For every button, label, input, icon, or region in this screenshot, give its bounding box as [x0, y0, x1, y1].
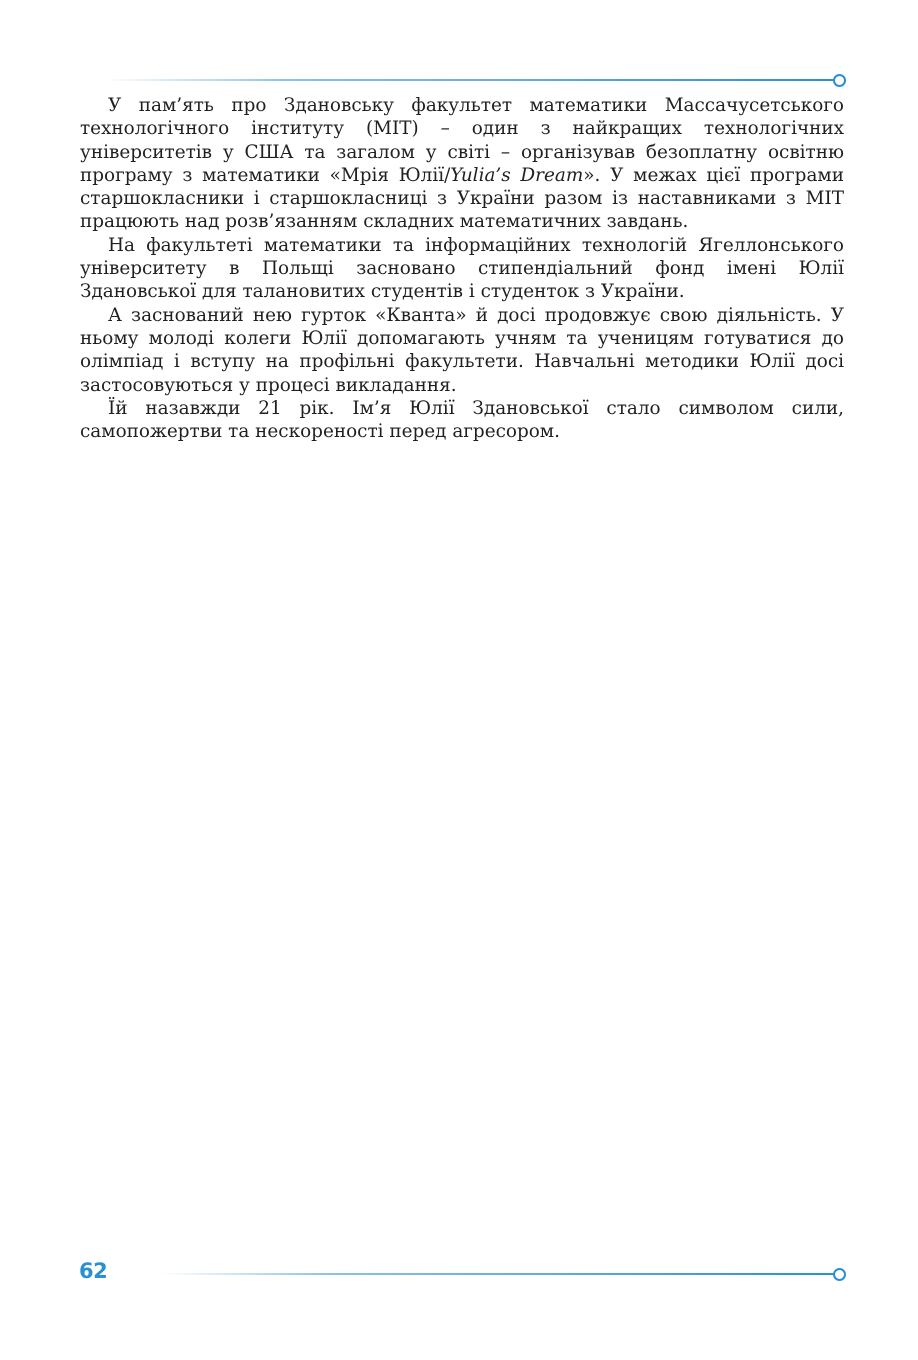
paragraph-mit: [80, 94, 844, 234]
bottom-divider-circle-icon: [833, 1268, 846, 1281]
paragraph-kvanta: А заснований нею гурток «Кванта» й досі продовжує свою діяльність. У ньому молоді колеги Юлії допомагають учням та ученицям готуватися до олімпіад і вступу на профільні факультети. Навчальні методики Юлії досі застосовуються у процесі викладання.: [80, 304, 844, 396]
paragraph-jagiellonian: На факультеті математики та інформаційних технологій Ягеллонського університету в Польщі засновано стипендіальний фонд імені Юлії Здановської для талановитих студентів і студенток з України.: [80, 234, 844, 303]
paragraph-mit-text-after: ». У межах цієї програми старшокласники і старшокласниці з України разом із наставниками з MIT працюють над розв’язанням складних математичних завдань.: [80, 164, 844, 233]
paragraph-memory: Їй назавжди 21 рік. Ім’я Юлії Здановської стало символом сили, самопожертви та нескореності перед агресором.: [80, 397, 844, 443]
body-text: [80, 94, 844, 443]
top-divider-circle-icon: [833, 74, 846, 87]
top-divider-line: [105, 79, 835, 81]
bottom-divider-line: [160, 1273, 835, 1275]
paragraph-mit-text-before: У пам’ять про Здановську факультет математики Массачусетського технологічного інституту (MIT) – один з найкращих технологічних університетів у США та загалом у світі – організував безоплатну освітню програму з математики «Мрія Юлії/: [80, 95, 844, 186]
yulias-dream-title: Yulia’s Dream: [450, 164, 584, 186]
page-number: 62: [79, 1259, 108, 1283]
